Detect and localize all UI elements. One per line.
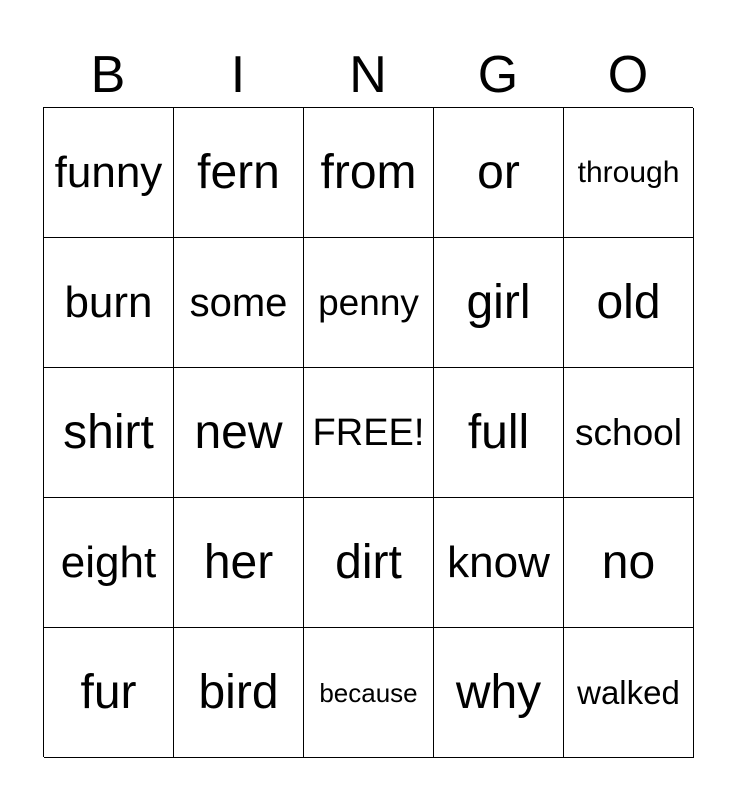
bingo-cell[interactable]: new: [174, 368, 304, 498]
bingo-cell[interactable]: dirt: [304, 498, 434, 628]
bingo-cell[interactable]: through: [564, 108, 694, 238]
bingo-cell[interactable]: some: [174, 238, 304, 368]
bingo-cell[interactable]: shirt: [44, 368, 174, 498]
bingo-cell[interactable]: girl: [434, 238, 564, 368]
bingo-cell[interactable]: eight: [44, 498, 174, 628]
bingo-cell[interactable]: her: [174, 498, 304, 628]
bingo-header: [43, 44, 693, 106]
free-space-cell[interactable]: FREE!: [304, 368, 434, 498]
bingo-cell[interactable]: no: [564, 498, 694, 628]
bingo-cell[interactable]: because: [304, 628, 434, 758]
bingo-cell[interactable]: old: [564, 238, 694, 368]
bingo-cell[interactable]: penny: [304, 238, 434, 368]
bingo-cell[interactable]: fern: [174, 108, 304, 238]
bingo-cell[interactable]: know: [434, 498, 564, 628]
bingo-cell[interactable]: school: [564, 368, 694, 498]
bingo-cell[interactable]: or: [434, 108, 564, 238]
bingo-cell[interactable]: fur: [44, 628, 174, 758]
bingo-cell[interactable]: bird: [174, 628, 304, 758]
bingo-cell[interactable]: walked: [564, 628, 694, 758]
header-letter-o: O: [607, 46, 649, 104]
bingo-cell[interactable]: funny: [44, 108, 174, 238]
bingo-cell[interactable]: burn: [44, 238, 174, 368]
header-letter-i: I: [230, 46, 246, 104]
bingo-cell[interactable]: why: [434, 628, 564, 758]
header-letter-b: B: [90, 46, 126, 104]
header-letter-n: N: [349, 46, 387, 104]
bingo-cell[interactable]: full: [434, 368, 564, 498]
bingo-board: [43, 107, 693, 757]
bingo-cell[interactable]: from: [304, 108, 434, 238]
header-letter-g: G: [477, 46, 519, 104]
